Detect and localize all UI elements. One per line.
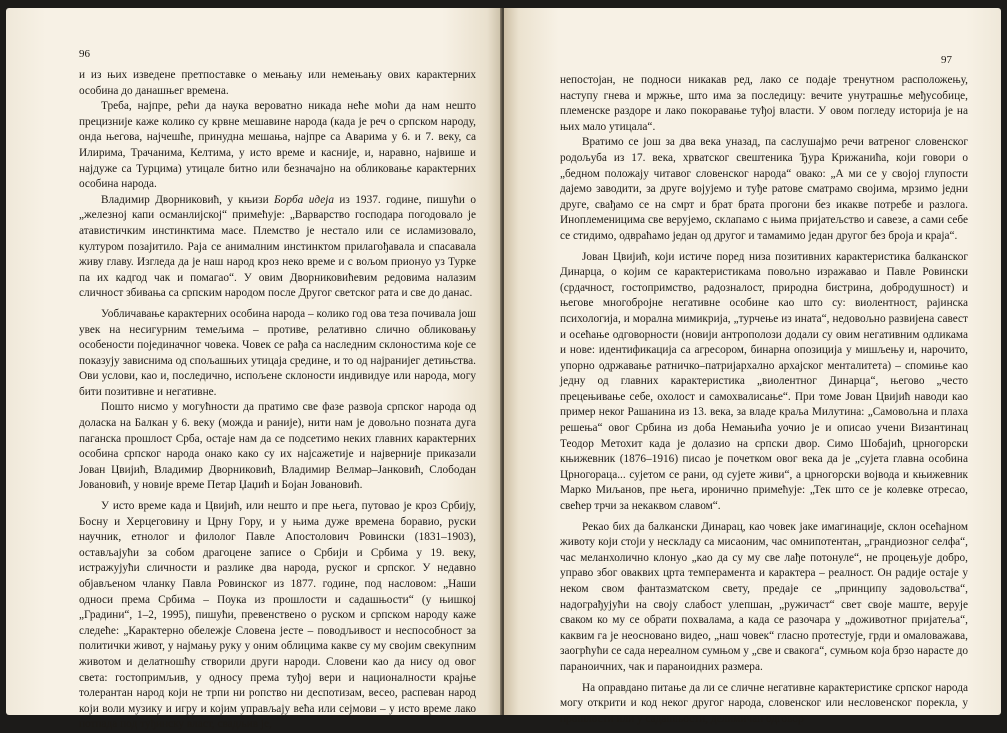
book-spread	[6, 8, 1001, 731]
left-page	[6, 8, 502, 731]
paragraph: У исто време када и Цвијић, или нешто и пре њега, путовао је кроз Србију, Босну и Херцеговину и Црну Гору, и у њима дуже времена боравио, руски научник, етнолог и филолог Павле Апостолович Ровински (1831–1903), остављајући за собом драгоцене записе о Србији и Србима у 19. веку, истражујући сличности и разлике два народа, руског и српског. У недавно објављеном чланку Павла Ровинског из 1877. године, под насловом: „Наши односи према Србима – Поука из прошлости и садашњости“ (у њишкој „Градини“, 1–2, 1995), пишући, превенствено о руском и српском народу каже следеће: „Карактерно обележје Словена јесте – поводљивост и неспособност за политички живот, у најмању руку у оним облицима какве су му својим свекупним животом и делатношћу створили други народи. Словени као да нису од овог света: гостопримљив, у односу према туђој вери и националности крајње толерантан народ који не трпи ни ропство ни деспотизам, весео, распеван народ који воли музику и игру и којим управљају већа или сејмови – у исто време лако потпада под туђинску власт, свадљив је,	[79, 500, 476, 731]
paragraph: Јован Цвијић, који истиче поред низа позитивних карактеристика балканског Динарца, о којим се карактеристикама повољно изражавао и Павле Ровински (срдачност, гостопримство, радозналост, природна бистрина, добродушност) и његове многобројне негативне особине као што су: виолентност, рајинска психологија, и морална мимикрија, „турчење из ината“, недовољно развијена савест и осећање одговорности (новији антрополози додали су овим негативним одликама и нове: идентификација са агресором, бинарна опозиција у мишљењу и, нарочито, упорно одржавање ратничко–патријархално архајског менталитета) – спомиње као једну од главних карактеристика „виолентног Динарца“, његово „често прецењивање себе, охолост и самохвалисање“. При томе Јован Цвијић наводи као пример некоr Рашанина из 13. века, за владе краља Милутина: „Самовољна и плаха решења“ овог Србина из доба Немањића уочио је и описао учени Византинац Теодор Метохит када је долазио на српски двор. Симо Шобајић, црногорски књижевник (1876–1916) писао је почетком овог века да је „сујета главна особина Црногораца... сујетом се рани, од сујете живи“, а црногорски војвода и књижевник Марко Миљанов, пре њега, иронично примећује: „Тек што се је колевке отресао, свећер трчи за некаквом славом“.	[560, 250, 968, 513]
right-page-number: 97	[941, 54, 952, 66]
paragraph: непостојан, не подноси никакав ред, лако се подаје тренутном расположењу, наступу гнева и мржње, што има за последицу: вечите унутрашње међусобице, племенске раздоре и лако покоравање туђој власти. У овом погледу историја је на њих мало утицала“.	[560, 74, 968, 133]
paragraph: и из њих изведене претпоставке о мењању или немењању ових карактерних особина до данашњег времена.	[79, 69, 476, 97]
paragraph: Треба, најпре, рећи да наука вероватно никада неће моћи да нам нешто прецизније каже колико су крвне мешавине народа (када је реч о српском народу, онда његова, најчешће, принудна мешања, најпре са Аварима у 6. и 7. веку, са Илирима, Трачанима, Келтима, у исто време и касније, и, наравно, највише и најдуже са Турцима) утицале битно или безначајно на обликовање карактерних особина народа.	[79, 100, 476, 191]
paragraph: Рекао бих да балкански Динарац, као човек јаке имагинације, склон осећајном животу који стоји у нескладу са мисаоним, час омнипотентан, „грандиозног селфа“, час меланхолично клонуо „као да су му све лађе потонуле“, не процењује добро, управо због оваквих црта темперамента и карактера – реалност. Он радије остаје у неком свом фантазматском свету, предаје се „принципу задовољства“, надограђујући на своју слабост улепшан, „ружичаст“ свет своје маште, верује сваком ко му се обрати похвалама, а када се разочара у „доживотног пријатеља“, каквим га је неосновано видео, „наш човек“ гласно протестује, грди и омаловажава, заогрћући се сада нереалном сумњом у „све и свакога“, сумњом која брзо нарасте до параноичних, чак и параноидних размера.	[560, 520, 968, 673]
paragraph: Пошто нисмо у могућности да пратимо све фазе развоја српског народа од доласка на Балкан у 6. веку (можда и раније), нити нам је довољно позната дуга паганска прошлост Срба, остаје нам да се подсетимо неких главних карактерних особина српског народа онако како су их најсажетије и најверније приказали Јован Цвијић, Владимир Дворниковић, Владимир Велмар–Јанковић, Слободан Јовановић, у новије време Петар Џаџић и Бојан Јовановић.	[79, 401, 476, 492]
right-page	[504, 8, 1001, 725]
paragraph: На оправдано питање да ли се сличне негативне карактеристике српског народа могу открити и код неког другог народа, словенског или несловенског порекла, у прошлости или у садашњости, делимичан одговор	[560, 681, 968, 725]
paragraph-text: Владимир Дворниковић, у књизи	[101, 193, 275, 206]
book-title: Борба идеја	[274, 193, 334, 206]
paragraph: Уобличавање карактерних особина народа – колико год ова теза почивала још увек на несигурним темељима – противе, релативно слично обликовању особености појединачног човека. Човек се рађа са наследним склоностима које се показују зависнима од спољашњих утицаја средине, и то од најранијег детињства. Ови услови, као и, последично, испољене склоности индивидуе или народа, могу бити позитивне и негативне.	[79, 307, 476, 398]
left-page-text	[79, 68, 476, 733]
right-page-text	[560, 73, 968, 727]
paragraph-text: из 1937. године, пишући о „железној капи османлијској“ примећује: „Варварство господара погодовало је атавистичким инстинктима масе. Племство је нестало или се исламизовало, културом позајитило. Раја се анималним инстинктом прилагођавала и спасавала живу главу. Изгледа да је наш народ кроз нeко време и с вољом прионуо уз Турке па их кадгод чак и помагао“. У овим Дворниковићевим редовима налазим сличност збивања са српским народом после Другог светског рата и све до данас.	[79, 193, 477, 300]
paragraph	[79, 193, 476, 302]
left-page-number: 96	[79, 48, 90, 60]
paragraph: Вратимо се још за два века уназад, па саслушајмо речи ватреног словенског родољуба из 17. века, хрватског свештеника Ђура Крижанића, који говори о „бедном положају читавог словенског народа“ овако: „А ми се у своjoj глупости дајемо заводити, за друге војујемо и туђе ратове сматрамо својима, мрзимо једни друге, свађамо се на смрт и брат брата прогони без икакве потребе и разлога. Иноплеменицима све верујемо, склапамо с њима пријатељство и савезе, а сами себе се стидимо, одвраћамо један од другог и тамамимо један другог без броја и краја“.	[560, 136, 968, 242]
